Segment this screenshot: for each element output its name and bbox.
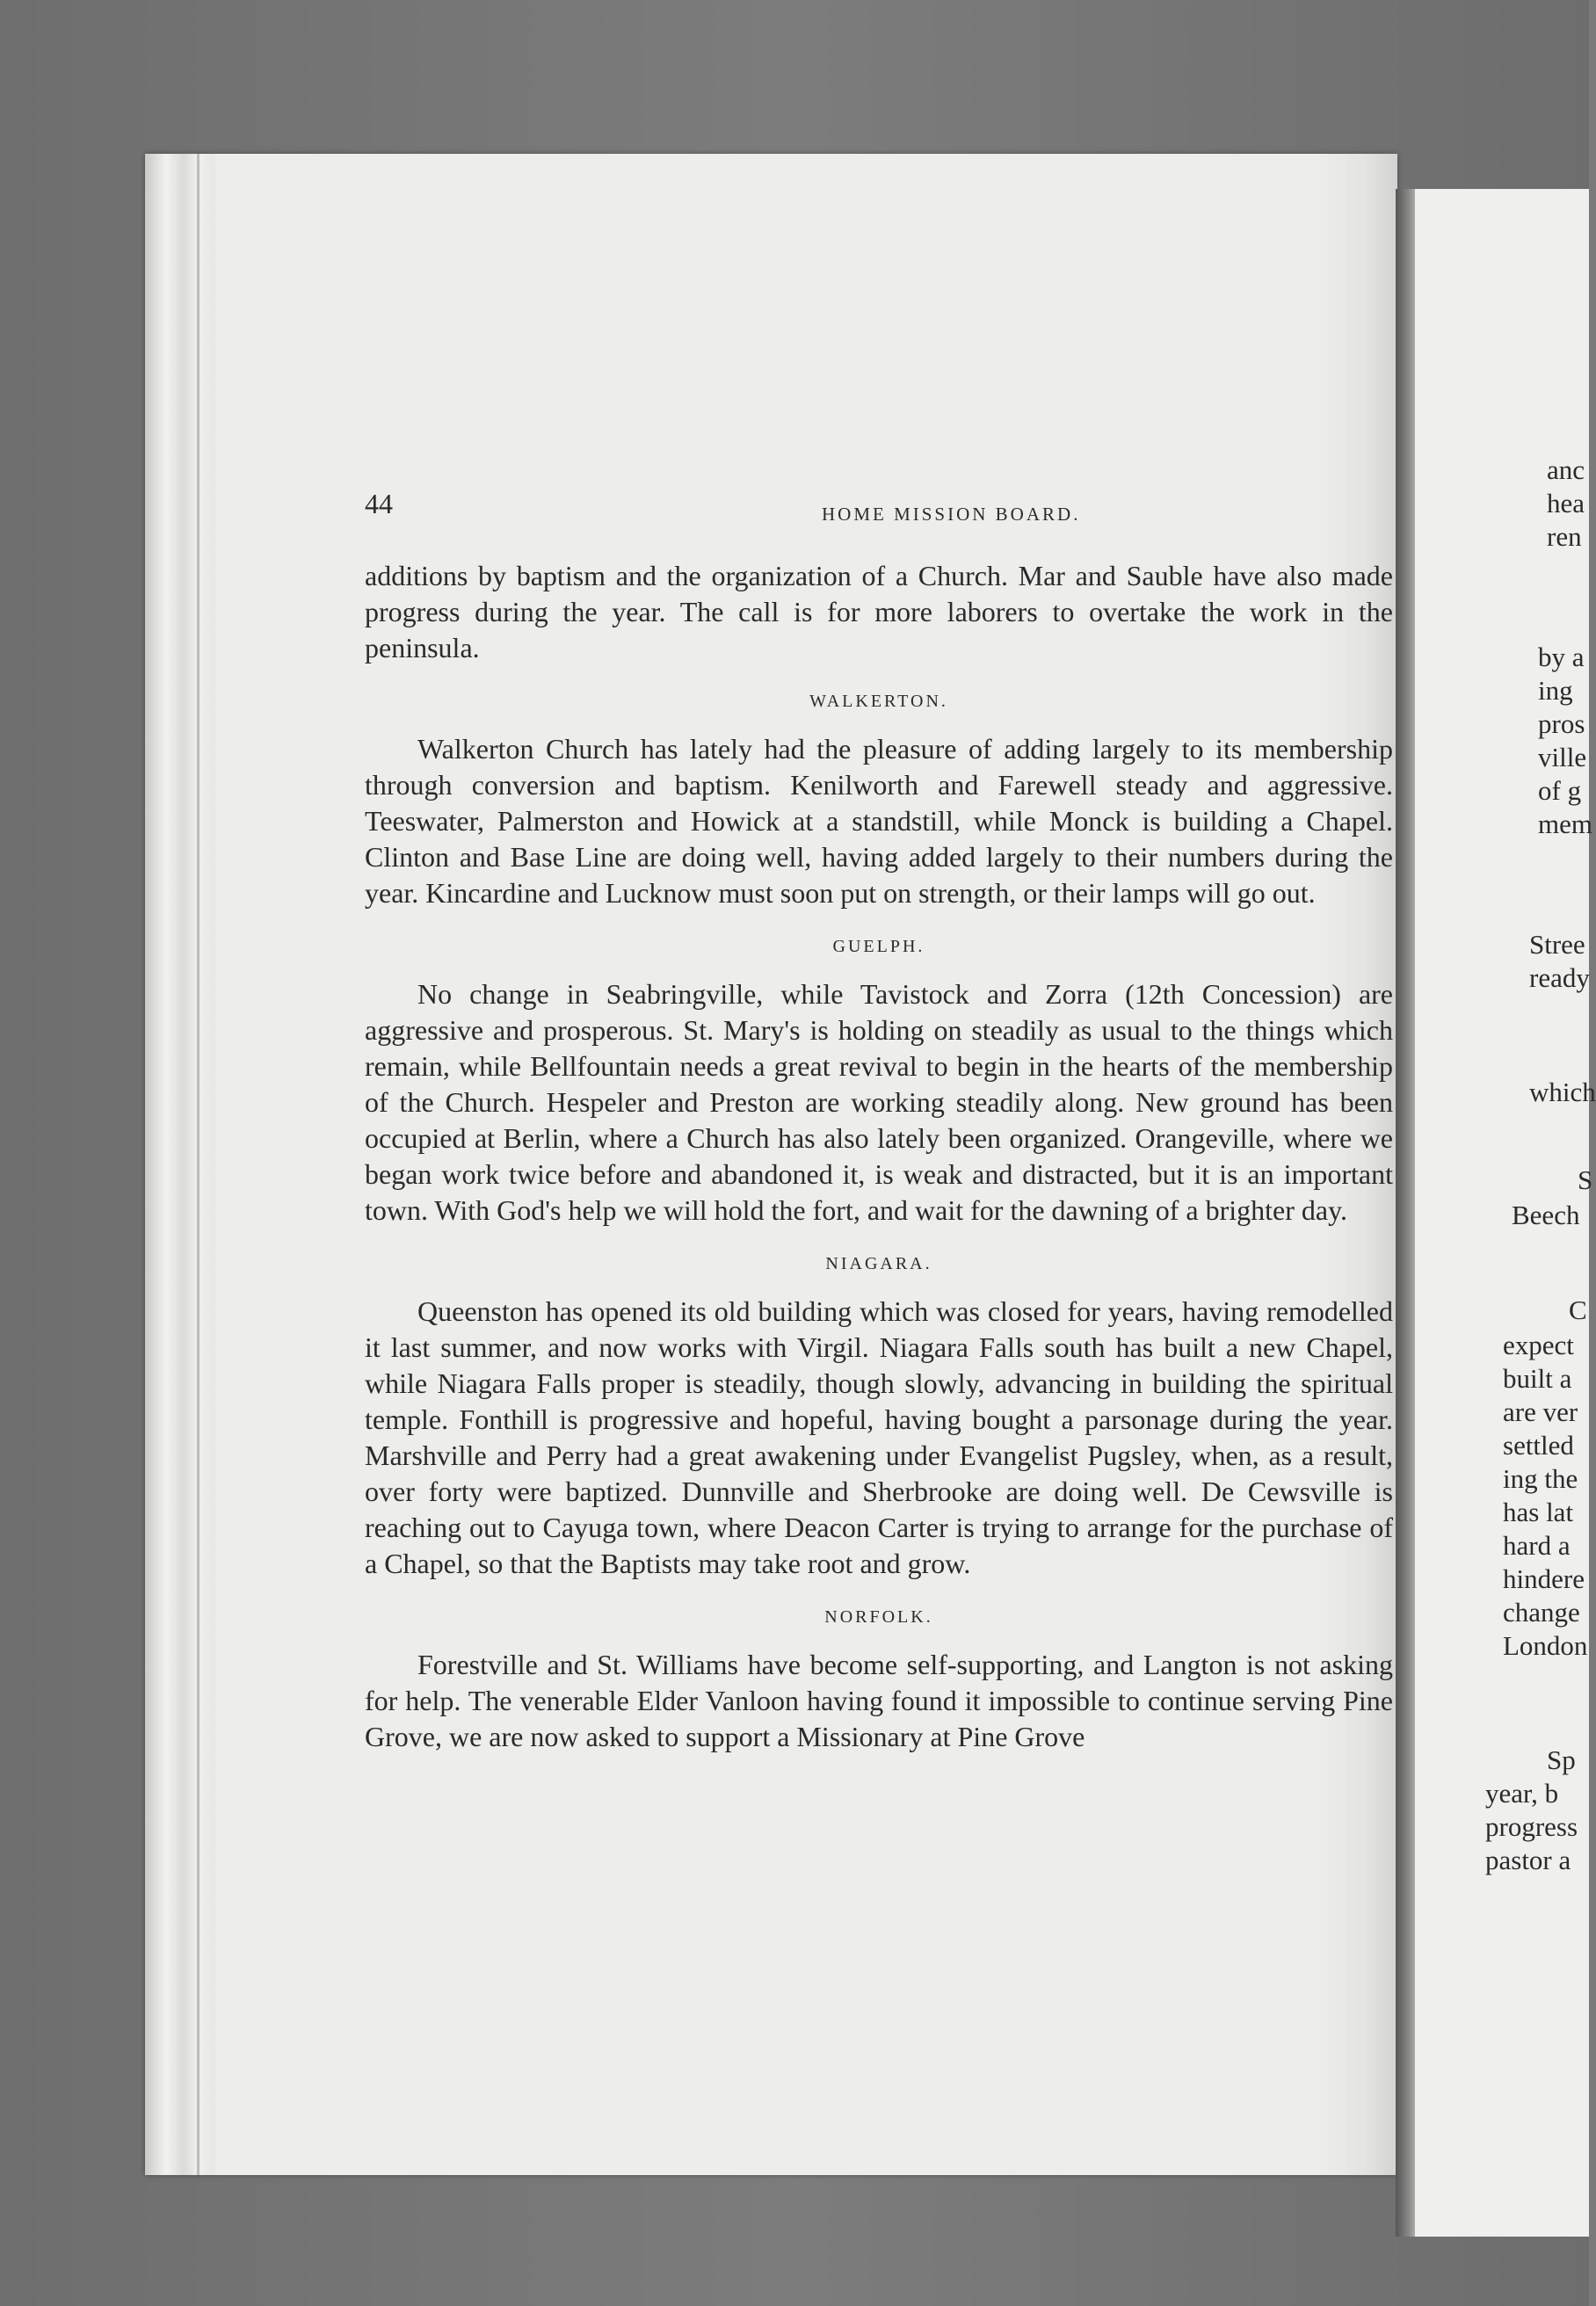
text-fragment: ing: [1538, 675, 1573, 706]
text-fragment: London: [1503, 1630, 1588, 1661]
text-fragment: ready: [1529, 962, 1590, 993]
text-fragment: change: [1503, 1597, 1580, 1628]
paragraph: No change in Seabringville, while Tavistock and Zorra (12th Concession) are aggressive and prosperous. St. Mary's is holding on steadily as usual to the things which remain, while Bellfountain needs a great revival to begin in the hearts of the membership of the Church. Hespeler and Preston are working steadily along. New ground has been occupied at Berlin, where a Church has also lately been organized. Orangeville, where we began work twice before and abandoned it, is weak and distracted, but it is an important town. With God's help we will hold the fort, and wait for the dawning of a brighter day.: [365, 978, 1393, 1226]
section-heading: NIAGARA.: [825, 1254, 932, 1273]
text-fragment: ing the: [1503, 1463, 1578, 1494]
text-fragment: settled: [1503, 1430, 1574, 1461]
section-walkerton: [365, 691, 1393, 911]
section-intro: [365, 558, 1393, 666]
text-fragment: built a: [1503, 1363, 1572, 1394]
text-fragment: year, b: [1485, 1778, 1559, 1809]
section-heading: WALKERTON.: [809, 692, 948, 711]
page-body: [365, 558, 1393, 1755]
right-page: [1415, 189, 1596, 2237]
text-fragment: Sp: [1547, 1744, 1576, 1775]
paragraph: Walkerton Church has lately had the pleasure of adding largely to its membership through conversion and baptism. Kenilworth and Farewell steady and aggressive. Teeswater, Palmerston and Howick at a standstill, while Monck is building a Chapel. Clinton and Base Line are doing well, having added largely to their numbers during the year. Kincardine and Lucknow must soon put on strength, or their lamps will go out.: [365, 733, 1393, 909]
paragraph: Forestville and St. Williams have become self-supporting, and Langton is not asking for help. The venerable Elder Vanloon having found it impossible to continue serving Pine Grove, we are now asked to support a Missionary at Pine Grove: [365, 1649, 1393, 1752]
text-fragment: hindere: [1503, 1563, 1585, 1594]
text-fragment: Stree: [1529, 929, 1585, 960]
text-fragment: ren: [1547, 521, 1582, 552]
section-niagara: [365, 1253, 1393, 1582]
text-fragment: C: [1569, 1294, 1587, 1325]
text-fragment: pastor a: [1485, 1845, 1571, 1875]
text-fragment: expect: [1503, 1330, 1574, 1360]
text-fragment: has lat: [1503, 1497, 1574, 1527]
text-fragment: S: [1578, 1164, 1593, 1195]
text-fragment: ville: [1538, 742, 1587, 772]
section-heading: NORFOLK.: [824, 1607, 933, 1627]
section-heading: GUELPH.: [832, 937, 925, 956]
text-fragment: of g: [1538, 775, 1582, 806]
text-fragment: are ver: [1503, 1396, 1578, 1427]
page-number: 44: [365, 488, 393, 519]
paragraph: additions by baptism and the organization of a Church. Mar and Sauble have also made progress during the year. The call is for more laborers to overtake the work in the peninsula.: [365, 560, 1393, 664]
text-fragment: hard a: [1503, 1530, 1571, 1561]
section-guelph: [365, 936, 1393, 1229]
running-head: HOME MISSION BOARD.: [822, 504, 1081, 525]
left-page: [145, 154, 1397, 2175]
text-fragment: mem: [1538, 809, 1592, 839]
page-stack-edge: [145, 154, 215, 2175]
page-header: [365, 488, 1393, 532]
text-fragment: Beech: [1512, 1200, 1580, 1230]
text-fragment: by a: [1538, 642, 1585, 672]
text-fragment: which: [1529, 1077, 1596, 1107]
paragraph: Queenston has opened its old building which was closed for years, having remodelled it last summer, and now works with Virgil. Niagara Falls south has built a new Chapel, while Niagara Falls proper is steadily, though slowly, advancing in building the spiritual temple. Fonthill is progressive and hopeful, having bought a parsonage during the year. Marshville and Perry had a great awakening under Evangelist Pugsley, when, as a result, over forty were baptized. Dunnville and Sherbrooke are doing well. De Cewsville is reaching out to Cayuga town, where Deacon Carter is trying to arrange for the purchase of a Chapel, so that the Baptists may take root and grow.: [365, 1295, 1393, 1579]
text-fragment: anc: [1547, 454, 1585, 485]
text-fragment: hea: [1547, 488, 1585, 518]
text-fragment: progress: [1485, 1811, 1578, 1842]
text-fragment: pros: [1538, 708, 1585, 739]
section-norfolk: [365, 1606, 1393, 1755]
